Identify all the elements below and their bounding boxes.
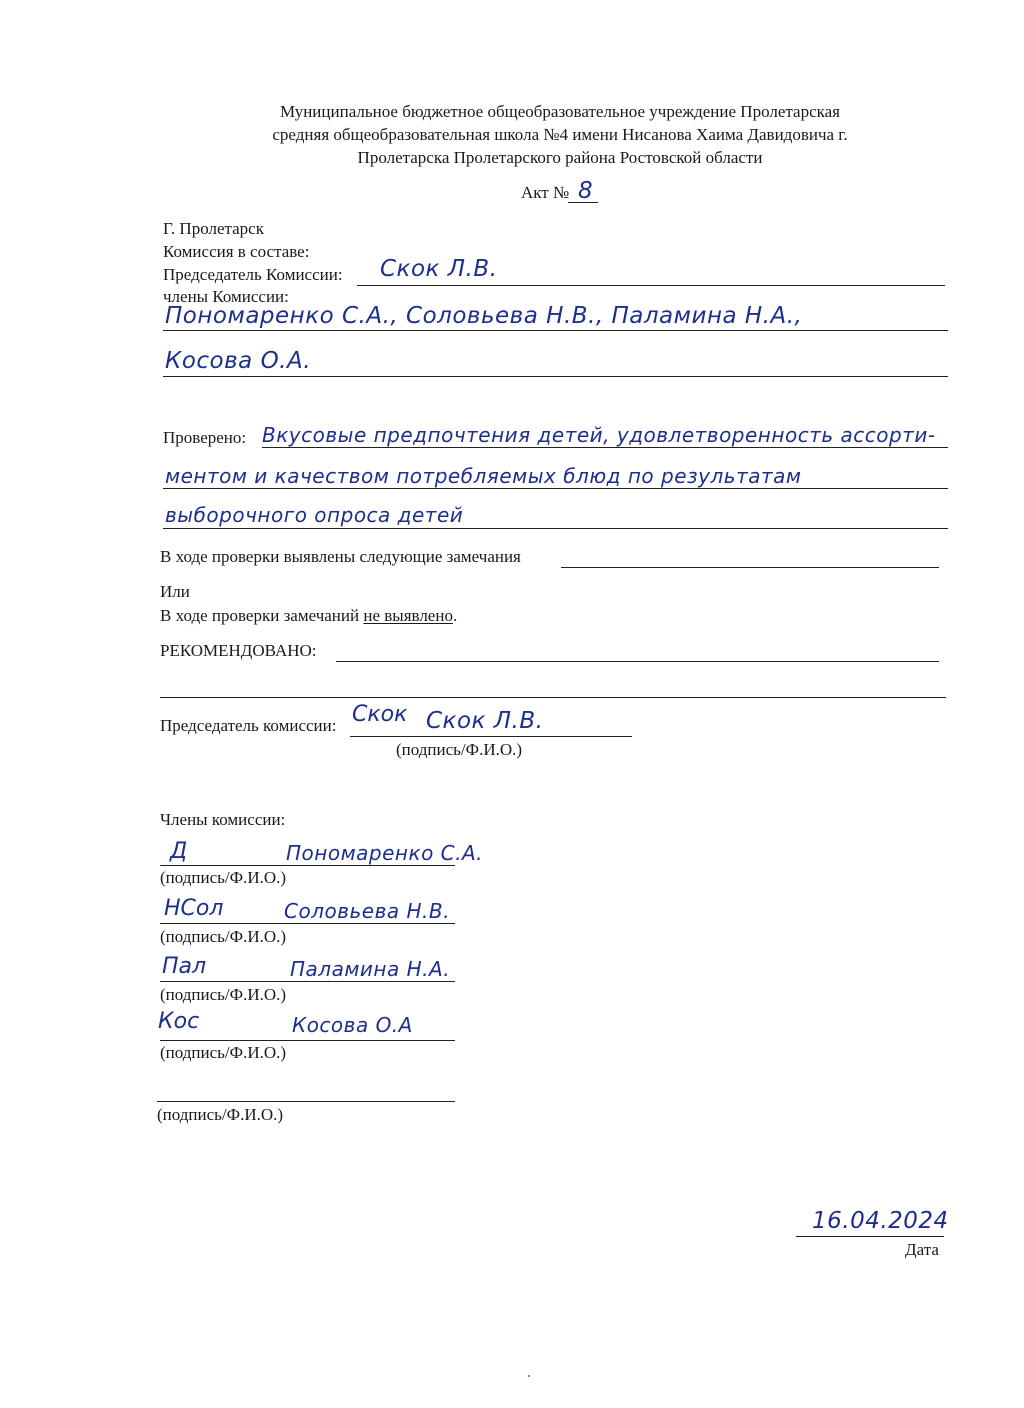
- no-remarks-statement: [160, 606, 457, 626]
- member-signature-caption: (подпись/Ф.И.О.): [160, 985, 287, 1004]
- member-signature-sign: Кос: [158, 1009, 200, 1034]
- members-label: члены Комиссии:: [163, 287, 289, 306]
- member-signature-name: Пономаренко С.А.: [286, 841, 484, 865]
- chair-name: Скок Л.В.: [380, 256, 498, 282]
- commission-composition-label: Комиссия в составе:: [163, 242, 310, 261]
- or-label: Или: [160, 582, 190, 601]
- chair-signature-label: Председатель комиссии:: [160, 716, 337, 735]
- members-names-1: Пономаренко С.А., Соловьева Н.В., Паламина Н.А.,: [165, 303, 803, 329]
- checked-line-3: [163, 528, 948, 529]
- chair-signature-name: Скок Л.В.: [426, 708, 544, 734]
- act-number: 8: [578, 178, 594, 204]
- checked-text-3: выборочного опроса детей: [165, 503, 464, 527]
- chair-label: Председатель Комиссии:: [163, 265, 343, 284]
- member-signature-line: [157, 1101, 455, 1102]
- member-signature-line: [160, 865, 455, 866]
- chair-signature-caption: (подпись/Ф.И.О.): [396, 740, 523, 759]
- no-remarks-suffix: .: [452, 606, 458, 625]
- city: Г. Пролетарск: [163, 219, 264, 238]
- member-signature-line: [160, 1040, 455, 1041]
- no-remarks-prefix: В ходе проверки замечаний: [160, 606, 364, 625]
- chair-line: [357, 285, 945, 286]
- header-line-3: Пролетарска Пролетарского района Ростовской области: [357, 148, 763, 167]
- member-signature-caption: (подпись/Ф.И.О.): [157, 1105, 284, 1124]
- header-line-1: Муниципальное бюджетное общеобразовательное учреждение Пролетарская: [280, 102, 840, 121]
- header-line-2: средняя общеобразовательная школа №4 имени Нисанова Хаима Давидовича г.: [272, 125, 848, 144]
- member-signature-name: Косова О.А: [292, 1013, 413, 1037]
- chair-signature-line: [350, 736, 632, 737]
- member-signature-sign: НСол: [164, 896, 224, 921]
- checked-text-2: ментом и качеством потребляемых блюд по результатам: [165, 464, 802, 488]
- no-remarks-emphasis: не выявлено: [363, 606, 453, 625]
- member-signature-line: [160, 981, 455, 982]
- checked-text-1: Вкусовые предпочтения детей, удовлетворенность ассорти-: [262, 423, 936, 447]
- chair-signature-sign: Скок: [352, 702, 408, 727]
- remarks-found-label: В ходе проверки выявлены следующие замечания: [160, 547, 521, 566]
- recommended-line-1: [336, 661, 939, 662]
- member-signature-name: Паламина Н.А.: [290, 957, 451, 981]
- member-signature-caption: (подпись/Ф.И.О.): [160, 868, 287, 887]
- date-line: [796, 1236, 944, 1237]
- checked-label: Проверено:: [163, 428, 247, 447]
- member-signature-caption: (подпись/Ф.И.О.): [160, 927, 287, 946]
- member-signature-caption: (подпись/Ф.И.О.): [160, 1043, 287, 1062]
- recommended-label: РЕКОМЕНДОВАНО:: [160, 641, 317, 660]
- date-value: 16.04.2024: [812, 1208, 949, 1234]
- scan-speck: [528, 1375, 530, 1377]
- remarks-line: [561, 567, 939, 568]
- recommended-line-2: [160, 697, 946, 698]
- member-signature-sign: Д: [170, 839, 188, 864]
- date-label: Дата: [905, 1240, 939, 1259]
- members-signatures-label: Члены комиссии:: [160, 810, 286, 829]
- member-signature-line: [160, 923, 455, 924]
- act-label: Акт №: [521, 183, 570, 202]
- member-signature-name: Соловьева Н.В.: [284, 899, 450, 923]
- members-line-2: [163, 376, 948, 377]
- member-signature-sign: Пал: [162, 954, 207, 979]
- members-names-2: Косова О.А.: [165, 348, 312, 374]
